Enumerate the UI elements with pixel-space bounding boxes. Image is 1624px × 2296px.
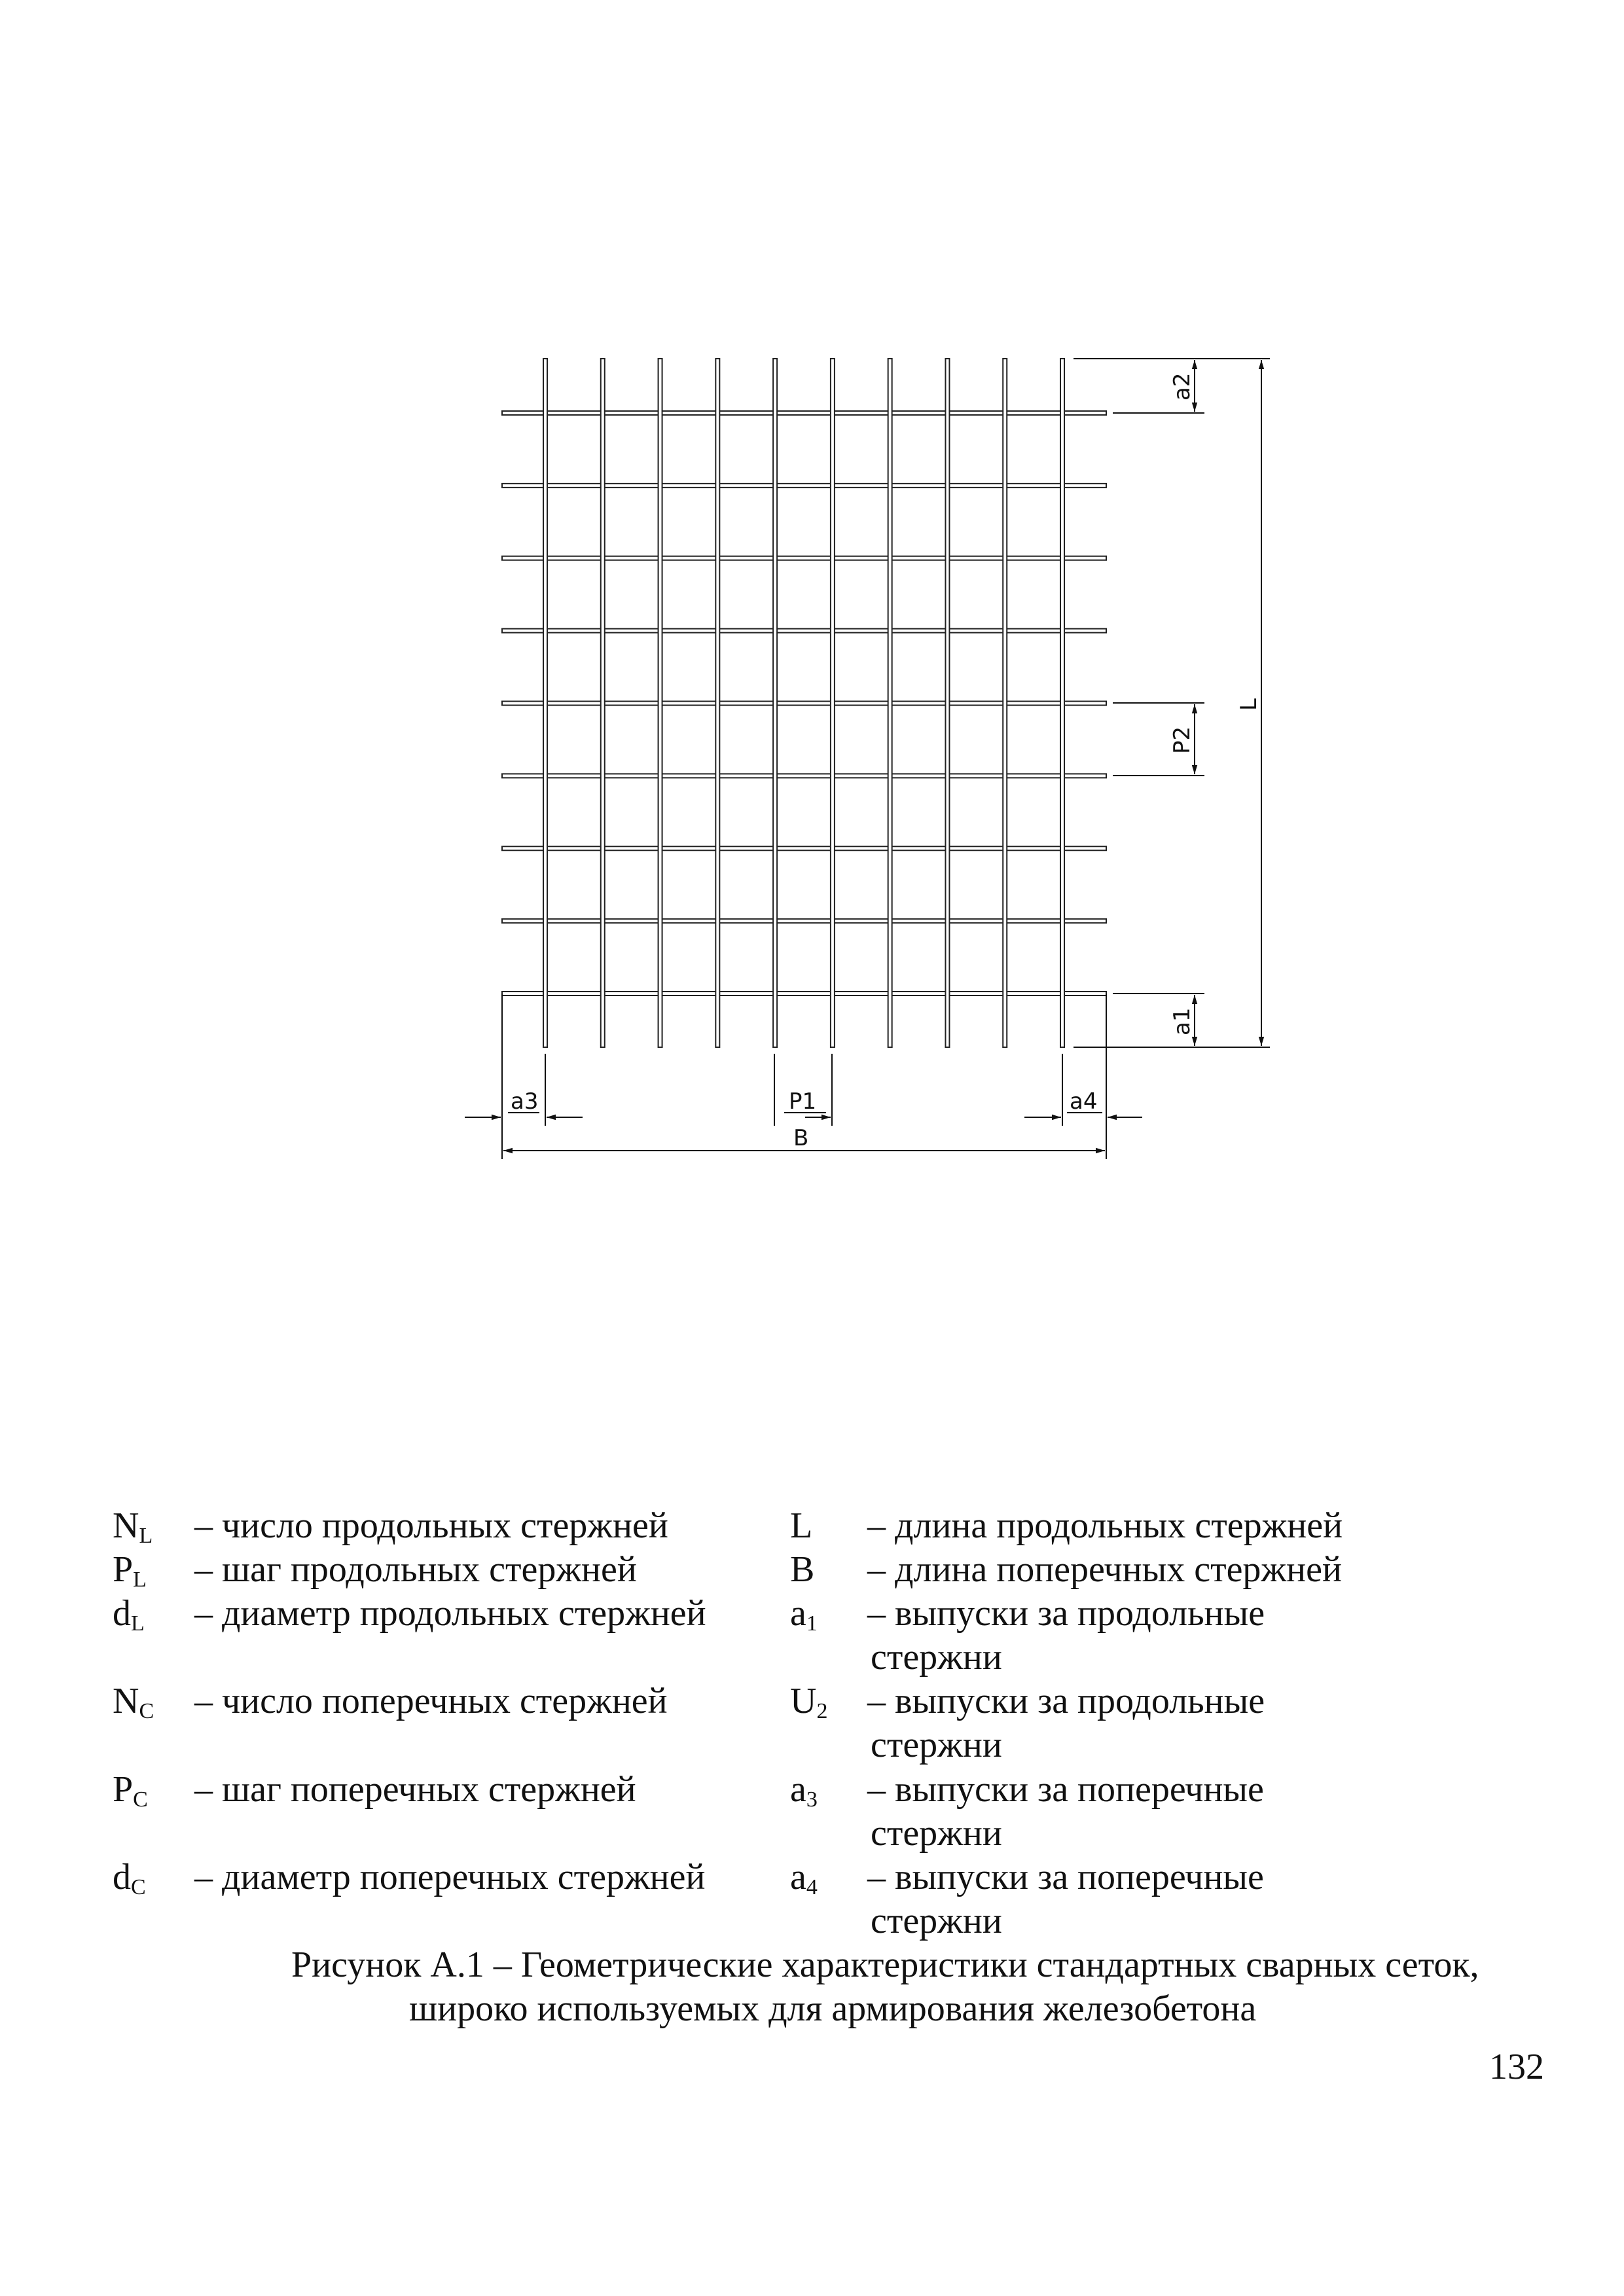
legend-symbol: [113, 1595, 145, 1635]
legend-description: – длина поперечных стержней: [867, 1549, 1342, 1590]
symbol-letter: B: [790, 1549, 815, 1590]
symbol-subscript: 4: [806, 1874, 818, 1899]
longitudinal-bar: [543, 359, 547, 1047]
transverse-bar: [502, 411, 1106, 415]
legend-description: – выпуски за продольные: [867, 1593, 1265, 1634]
symbol-subscript: 1: [806, 1611, 818, 1636]
symbol-letter: N: [113, 1505, 139, 1546]
legend-description: – выпуски за поперечные: [867, 1856, 1264, 1897]
dimension-lines: [465, 359, 1270, 1159]
longitudinal-bar: [659, 359, 662, 1047]
symbol-subscript: L: [133, 1568, 147, 1592]
legend-description-continued: стержни: [871, 1637, 1002, 1678]
symbol-subscript: C: [131, 1874, 146, 1899]
legend-symbol: [113, 1856, 146, 1899]
transverse-bar: [502, 846, 1106, 850]
longitudinal-bar: [715, 359, 719, 1047]
legend-description: – число поперечных стержней: [194, 1681, 668, 1722]
page-number: 132: [1489, 2047, 1544, 2087]
symbol-letter: L: [790, 1505, 813, 1546]
symbol-letter: a: [790, 1856, 806, 1897]
transverse-bar: [502, 556, 1106, 560]
legend-symbol: [790, 1595, 818, 1635]
legend-description: – диаметр продольных стержней: [194, 1593, 706, 1634]
legend-description: – диаметр поперечных стержней: [194, 1856, 706, 1897]
symbol-subscript: 3: [806, 1787, 818, 1812]
legend-symbol: [113, 1507, 153, 1547]
legend-description-continued: стержни: [871, 1725, 1002, 1766]
symbol-letter: d: [113, 1856, 131, 1897]
symbol-letter: a: [790, 1768, 806, 1810]
legend-description-continued: стержни: [871, 1812, 1002, 1854]
transverse-bar: [502, 919, 1106, 923]
legend-symbol: [790, 1768, 818, 1812]
longitudinal-bar: [945, 359, 949, 1047]
legend-symbol: [113, 1768, 148, 1812]
transverse-bar: [502, 774, 1106, 778]
dim-label-l: L: [1236, 698, 1262, 711]
dim-label-a4: a4: [1070, 1088, 1098, 1115]
longitudinal-bar: [773, 359, 777, 1047]
longitudinal-bar: [888, 359, 892, 1047]
legend-description: – число продольных стержней: [194, 1505, 668, 1546]
symbol-subscript: C: [133, 1787, 148, 1812]
legend-symbol: [113, 1683, 154, 1723]
symbol-letter: U: [790, 1681, 817, 1722]
figure-caption-line2: широко используемых для армирования железобетона: [409, 1988, 1257, 2029]
legend-symbol: [790, 1683, 827, 1723]
legend-symbol: [113, 1551, 147, 1591]
longitudinal-bar: [1003, 359, 1007, 1047]
legend-description-continued: стержни: [871, 1900, 1002, 1941]
symbol-letter: N: [113, 1681, 139, 1722]
symbol-letter: a: [790, 1593, 806, 1634]
longitudinal-bar: [1060, 359, 1064, 1047]
symbol-subscript: L: [131, 1611, 145, 1636]
symbol-subscript: L: [139, 1524, 153, 1548]
legend-description: – выпуски за поперечные: [867, 1768, 1264, 1810]
dim-label-a1: a1: [1169, 1007, 1195, 1035]
legend-symbol: [790, 1507, 812, 1547]
transverse-bar: [502, 702, 1106, 706]
legend-description: – шаг поперечных стержней: [194, 1768, 636, 1810]
symbol-subscript: C: [139, 1699, 154, 1724]
legend-description: – длина продольных стержней: [867, 1505, 1343, 1546]
legend-symbol: [790, 1551, 814, 1591]
symbol-subscript: 2: [816, 1699, 828, 1724]
transverse-bar: [502, 629, 1106, 633]
dim-label-p2: P2: [1169, 726, 1195, 754]
legend-description: – выпуски за продольные: [867, 1681, 1265, 1722]
dim-label-a2: a2: [1169, 372, 1195, 401]
transverse-bar: [502, 992, 1106, 996]
dim-label-b: B: [793, 1125, 809, 1151]
longitudinal-bar: [601, 359, 605, 1047]
symbol-letter: P: [113, 1768, 134, 1810]
symbol-letter: d: [113, 1593, 131, 1634]
dim-label-p1: P1: [789, 1088, 817, 1115]
transverse-bar: [502, 484, 1106, 488]
dim-label-a3: a3: [511, 1088, 539, 1115]
figure-caption-line1: Рисунок А.1 – Геометрические характеристики стандартных сварных сеток,: [291, 1945, 1479, 1985]
longitudinal-bar: [831, 359, 835, 1047]
symbol-letter: P: [113, 1549, 134, 1590]
legend-description: – шаг продольных стержней: [194, 1549, 637, 1590]
legend-symbol: [790, 1856, 818, 1899]
